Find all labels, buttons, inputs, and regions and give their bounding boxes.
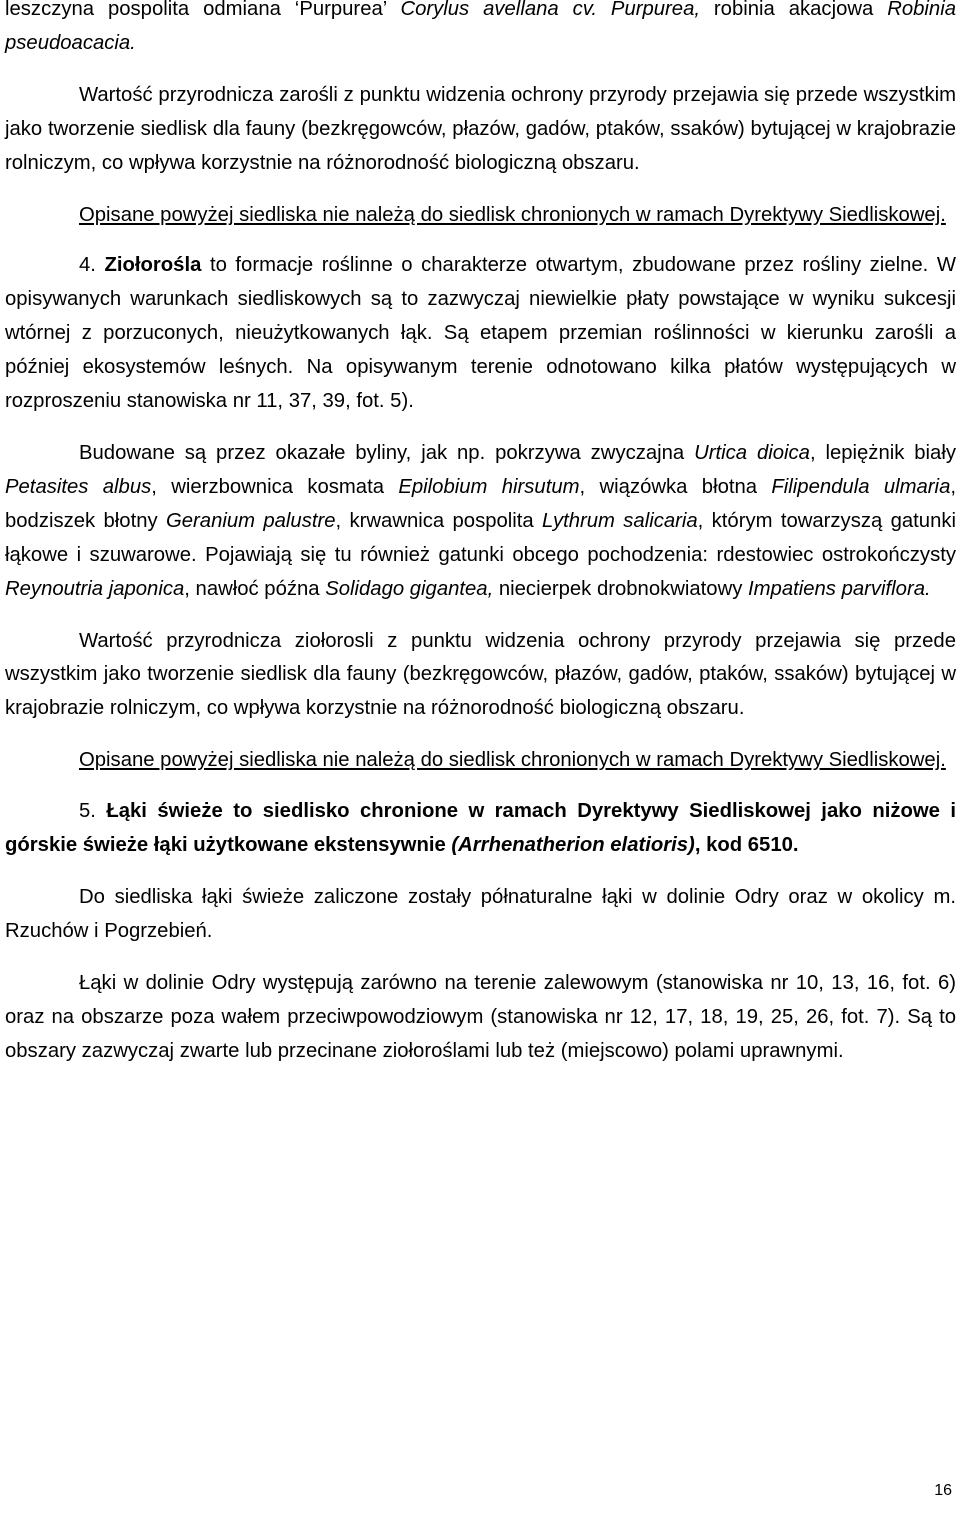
paragraph-oder-valley-meadows: Łąki w dolinie Odry występują zarówno na terenie zalewowym (stanowiska nr 10, 13, 16, fot. 6) oraz na obszarze poza wałem przeciwpowodziowym (stanowiska nr 12, 17, 18, 19, 25, 26, fot. 7). Są to obszary zazwyczaj zwarte lub przecinane ziołoroślami lub też (miejscowo) polami uprawnymi.	[5, 971, 956, 1062]
paragraph-meadow-locations: Do siedliska łąki świeże zaliczone zostały półnaturalne łąki w dolinie Odry oraz w okolicy m. Rzuchów i Pogrzebień.	[5, 885, 956, 942]
paragraph-thicket-value: Wartość przyrodnicza zarośli z punktu widzenia ochrony przyrody przejawia się przede wszystkim jako tworzenie siedlisk dla fauny (bezkręgowców, płazów, gadów, ptaków, ssaków) bytującej w krajobrazie rolniczym, co wpływa korzystnie na różnorodność biologiczną obszaru.	[5, 83, 956, 174]
term-heading: Ziołorośla	[104, 254, 202, 277]
section-5-fresh-meadows: 5. Łąki świeże to siedlisko chronione w ramach Dyrektywy Siedliskowej jako niżowe i górskie świeże łąki użytkowane ekstensywnie (Arrhenatherion elatioris), kod 6510.	[5, 800, 956, 857]
page-number: 16	[934, 1482, 952, 1499]
paragraph-tall-herb-value: Wartość przyrodnicza ziołorosli z punktu widzenia ochrony przyrody przejawia się przede wszystkim jako tworzenie siedlisk dla fauny (bezkręgowców, płazów, gadów, ptaków, ssaków) bytującej w krajobrazie rolniczym, co wpływa korzystnie na różnorodność biologiczną obszaru.	[5, 629, 956, 720]
paragraph-not-protected-1: Opisane powyżej siedliska nie należą do siedlisk chronionych w ramach Dyrektywy Siedliskowej.	[79, 203, 946, 226]
section-4-tall-herb: 4. Ziołorośla to formacje roślinne o charakterze otwartym, zbudowane przez rośliny zielne. W opisywanych warunkach siedliskowych są to zazwyczaj niewielkie płaty powstające w wyniku sukcesji wtórnej z porzuconych, nieużytkowanych łąk. Są etapem przemian roślinności w kierunku zarośli a później ekosystemów leśnych. Na opisywanym terenie odnotowano kilka płatów występujących w rozproszeniu stanowiska nr 11, 37, 39, fot. 5).	[5, 254, 956, 413]
paragraph-not-protected-2: Opisane powyżej siedliska nie należą do siedlisk chronionych w ramach Dyrektywy Siedliskowej.	[79, 749, 946, 772]
paragraph-tall-herb-species: Budowane są przez okazałe byliny, jak np. pokrzywa zwyczajna Urtica dioica, lepiężnik biały Petasites albus, wierzbownica kosmata Epilobium hirsutum, wiązówka błotna Filipendula ulmaria, bodziszek błotny Geranium palustre, krwawnica pospolita Lythrum salicaria, którym towarzyszą gatunki łąkowe i szuwarowe. Pojawiają się tu również gatunki obcego pochodzenia: rdestowiec ostrokończysty Reynoutria japonica, nawłoć późna Solidago gigantea, niecierpek drobnokwiatowy Impatiens parviflora.	[5, 441, 956, 600]
document-page	[5, 0, 956, 1068]
species-list-continuation: leszczyna pospolita odmiana ‘Purpurea’ Corylus avellana cv. Purpurea, robinia akacjowa Robinia pseudoacacia.	[5, 0, 956, 54]
